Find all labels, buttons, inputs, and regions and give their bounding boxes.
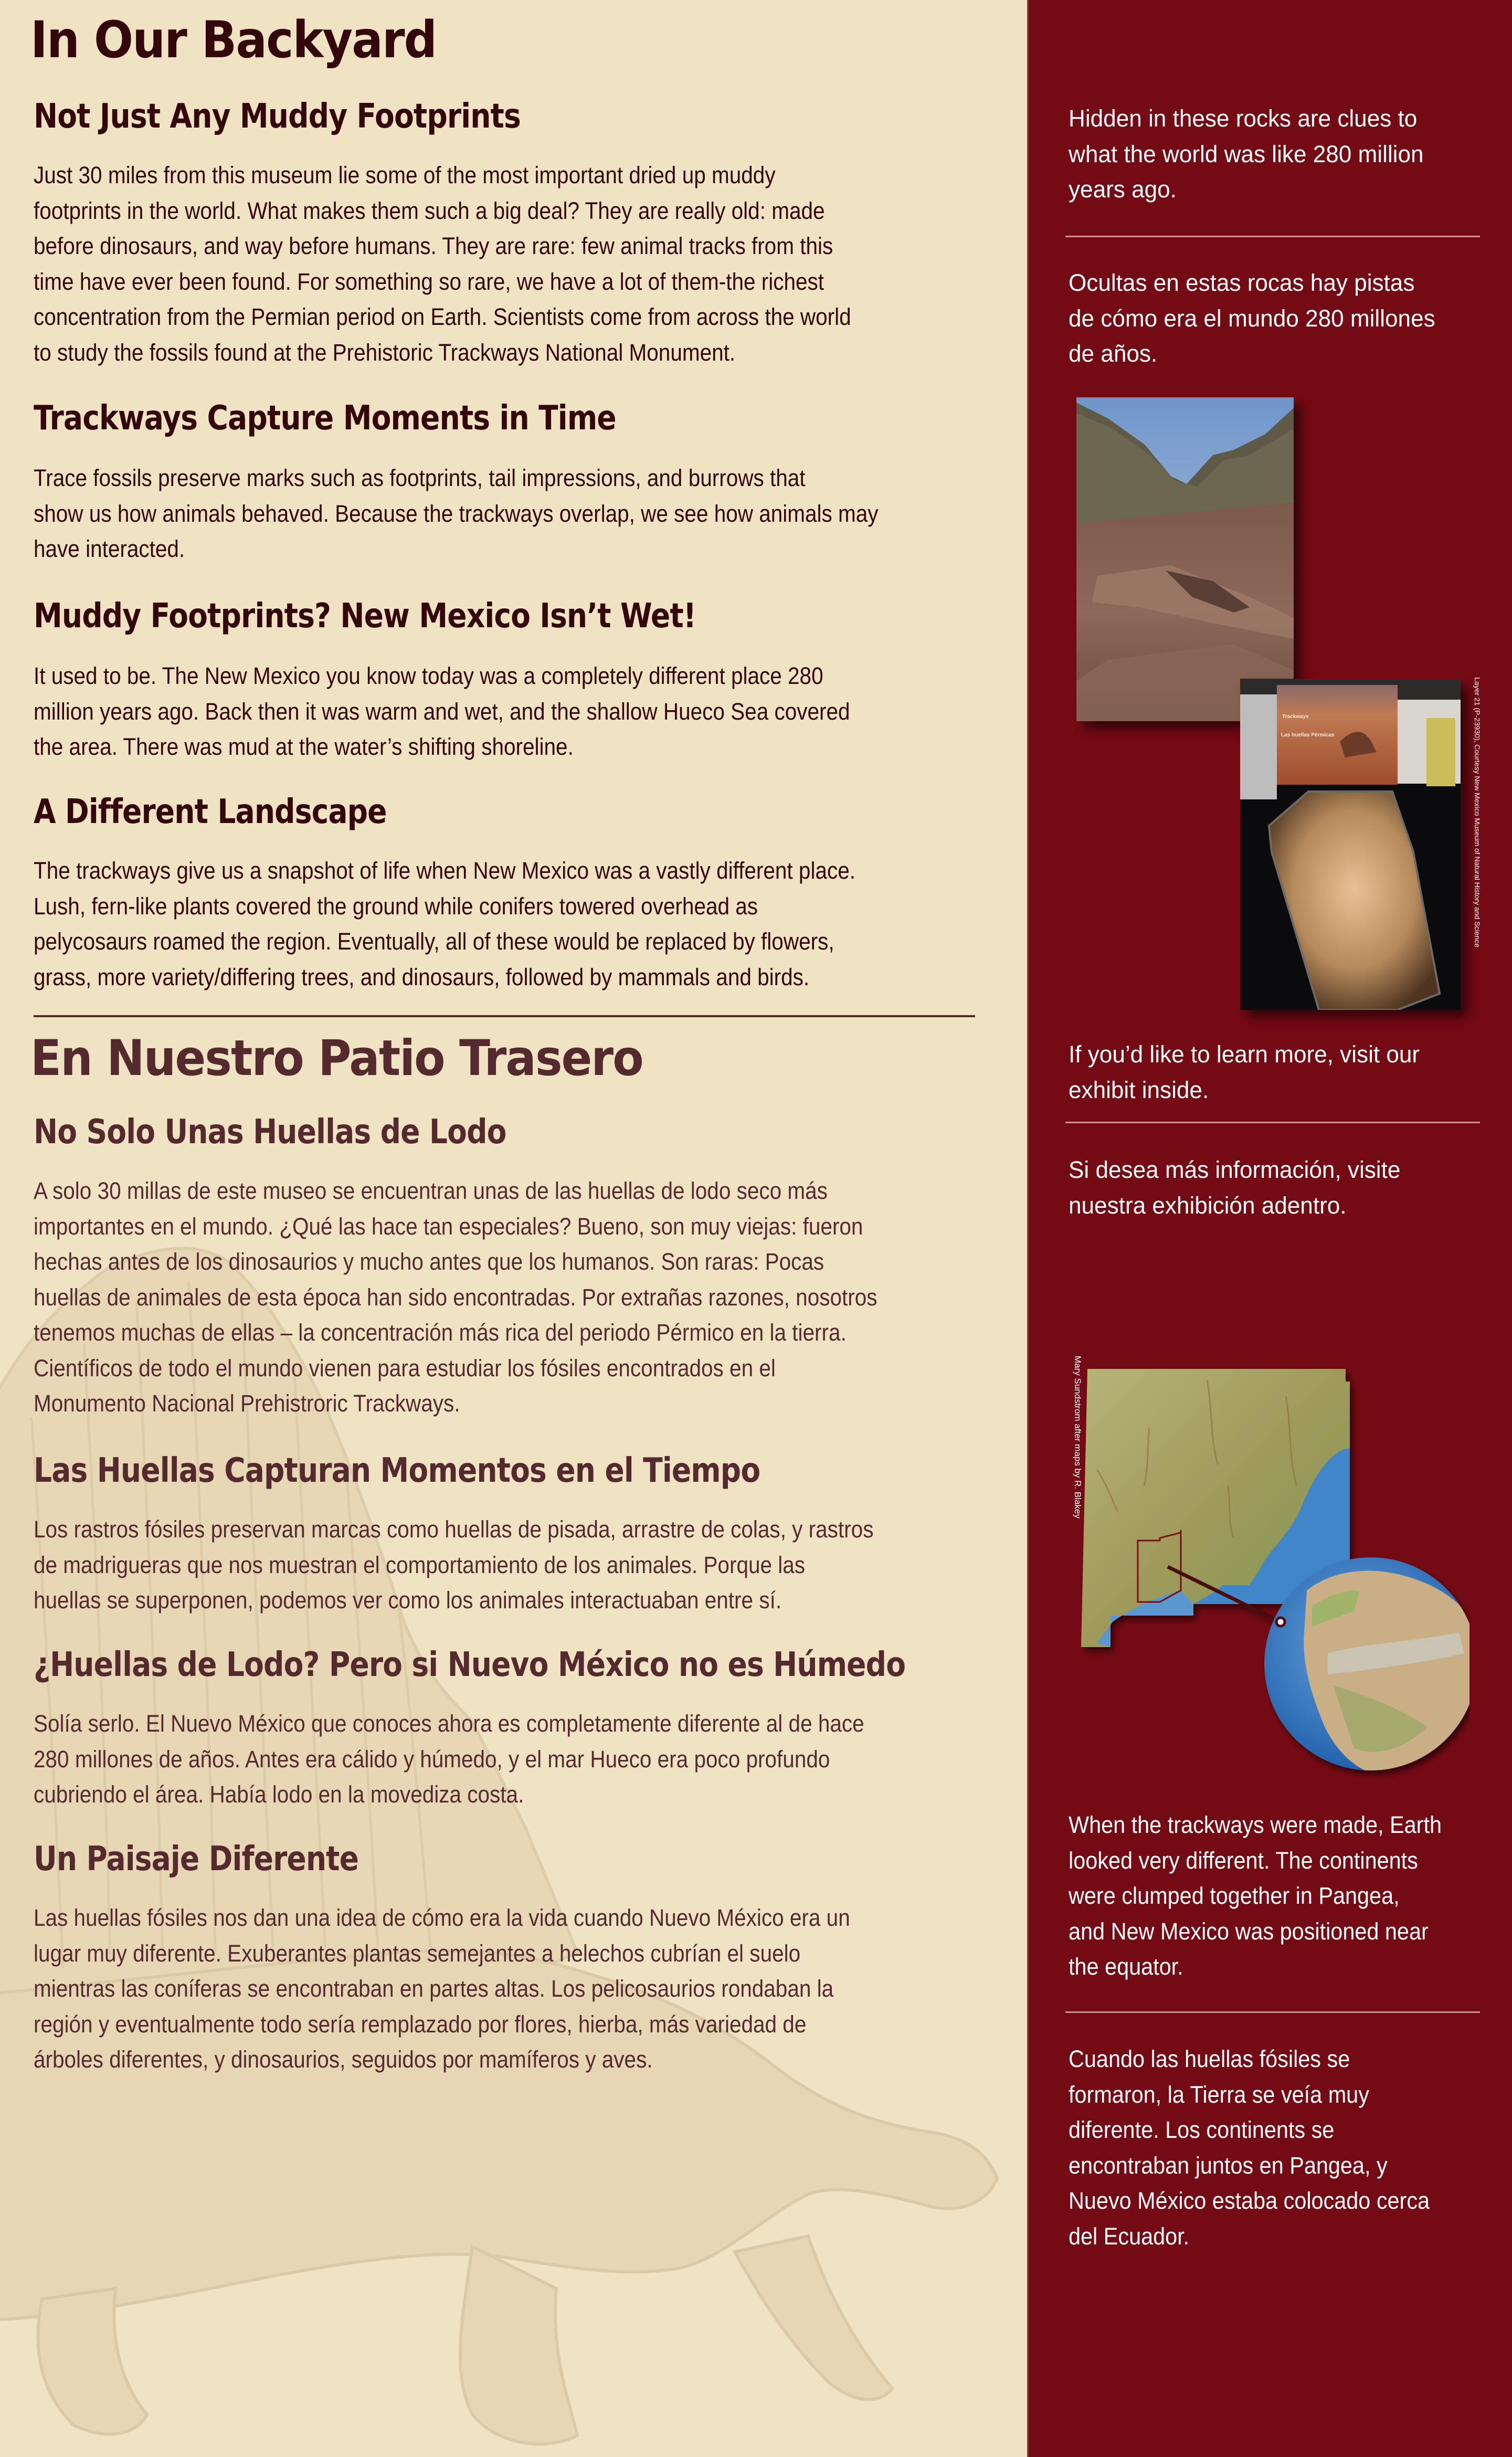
photo-credit: Layer 21 (P-23930), Courtesy New Mexico Museum of Natural History and Science: [1473, 677, 1482, 948]
language-divider: [34, 1015, 975, 1017]
sidebar-divider: [1065, 236, 1480, 237]
sidebar-pangea-spanish: Cuando las huellas fósiles se formaron, la Tierra se veía muy diferente. Los continents se encontraban juntos en Pangea, y Nuevo México estaba colocado cerca del Ecuador.: [1069, 2045, 1430, 2250]
pangea-globe: [1264, 1557, 1469, 1774]
section-heading: Un Paisaje Diferente: [34, 1840, 359, 1879]
english-title: In Our Backyard: [30, 10, 437, 69]
sidebar-intro-english: Hidden in these rocks are clues to what the world was like 280 million years ago.: [1069, 105, 1424, 203]
section-heading: A Different Landscape: [34, 793, 387, 831]
museum-exhibit-image: [1240, 679, 1461, 1010]
section-heading: Not Just Any Muddy Footprints: [34, 97, 521, 136]
sidebar-divider: [1065, 1122, 1480, 1123]
section-paragraph: The trackways give us a snapshot of life when New Mexico was a vastly different place. Lush, fern-like plants covered the ground while conifers towered overhead as pelycosaurs roamed the region. Eventually, all of these would be replaced by flowers, grass, more variety/differing trees, and dinosaurs, followed by mammals and birds.: [34, 857, 855, 990]
museum-exhibit-photo: [1240, 679, 1461, 1010]
sidebar-visit-spanish: Si desea más información, visite nuestra exhibición adentro.: [1069, 1156, 1401, 1219]
section-paragraph: Las huellas fósiles nos dan una idea de cómo era la vida cuando Nuevo México era un lugar muy diferente. Exuberantes plantas semejantes a helechos cubrían el suelo mientras las coníferas se encontraban en partes altas. Los pelicosaurios rondaban la región y eventualmente todo sería remplazado por flores, hierba, más variedad de árboles diferentes, y dinosaurios, seguidos por mamíferos y aves.: [34, 1904, 850, 2073]
section-heading: Muddy Footprints? New Mexico Isn’t Wet!: [34, 597, 696, 636]
section-paragraph: A solo 30 millas de este museo se encuentran unas de las huellas de lodo seco más importantes en el mundo. ¿Qué las hace tan especiales? Bueno, son muy viejas: fueron hechas antes de los dinosaurios y mucho antes que los humanos. Son raras: Pocas huellas de animales de esta época han sido encontradas. Por extrañas razones, nosotros tenemos muchas de ellas – la concentración más rica del periodo Pérmico en la tierra. Científicos de todo el mundo vienen para estudiar los fósiles encontrados en el Monumento Nacional Prehistroric Trackways.: [34, 1177, 877, 1417]
sidebar-panel: [1027, 0, 1512, 2457]
sidebar-pangea-english: When the trackways were made, Earth looked very different. The continents were clumped together in Pangea, and New Mexico was positioned near the equator.: [1069, 1811, 1442, 1980]
section-paragraph: Los rastros fósiles preservan marcas como huellas de pisada, arrastre de colas, y rastros de madrigueras que nos muestran el comportamiento de los animales. Porque las huellas se superponen, podemos ver como los animales interactuaban entre sí.: [34, 1516, 874, 1614]
trackway-site-photo: [1076, 397, 1294, 721]
paleogeography-map: [1081, 1359, 1469, 1800]
section-heading: No Solo Unas Huellas de Lodo: [34, 1113, 506, 1152]
section-heading: Las Huellas Capturan Momentos en el Tiempo: [34, 1451, 760, 1490]
section-paragraph: Trace fossils preserve marks such as footprints, tail impressions, and burrows that show us how animals behaved. Because the trackways overlap, we see how animals may have interacted.: [34, 465, 879, 562]
section-heading: ¿Huellas de Lodo? Pero si Nuevo México no es Húmedo: [34, 1646, 906, 1684]
exhibit-mural-text: Trackways: [1282, 714, 1309, 720]
sidebar-intro-spanish: Ocultas en estas rocas hay pistas de cómo era el mundo 280 millones de años.: [1069, 269, 1435, 367]
exhibit-mural-text: Las huellas Pérmicas: [1281, 732, 1335, 738]
map-credit: Mary Sundstrom after maps by R. Blakey: [1073, 1356, 1083, 1519]
section-paragraph: Just 30 miles from this museum lie some of the most important dried up muddy footprints in the world. What makes them such a big deal? They are really old: made before dinosaurs, and way before humans. They are rare: few animal tracks from this time have ever been found. For something so rare, we have a lot of them-the richest concentration from the Permian period on Earth. Scientists come from across the world to study the fossils found at the Prehistoric Trackways National Monument.: [34, 162, 851, 366]
section-paragraph: It used to be. The New Mexico you know today was a completely different place 280 million years ago. Back then it was warm and wet, and the shallow Hueco Sea covered the area. There was mud at the water’s shifting shoreline.: [34, 662, 850, 760]
section-heading: Trackways Capture Moments in Time: [34, 399, 616, 438]
section-paragraph: Solía serlo. El Nuevo México que conoces ahora es completamente diferente al de hace 280 millones de años. Antes era cálido y húmedo, y el mar Hueco era poco profundo cubriendo el área. Había lodo en la movediza costa.: [34, 1710, 864, 1808]
trackway-site-image: [1076, 397, 1294, 721]
spanish-title: En Nuestro Patio Trasero: [30, 1030, 643, 1087]
sidebar-divider: [1065, 2011, 1480, 2013]
sidebar-visit-english: If you’d like to learn more, visit our exhibit inside.: [1069, 1041, 1420, 1103]
